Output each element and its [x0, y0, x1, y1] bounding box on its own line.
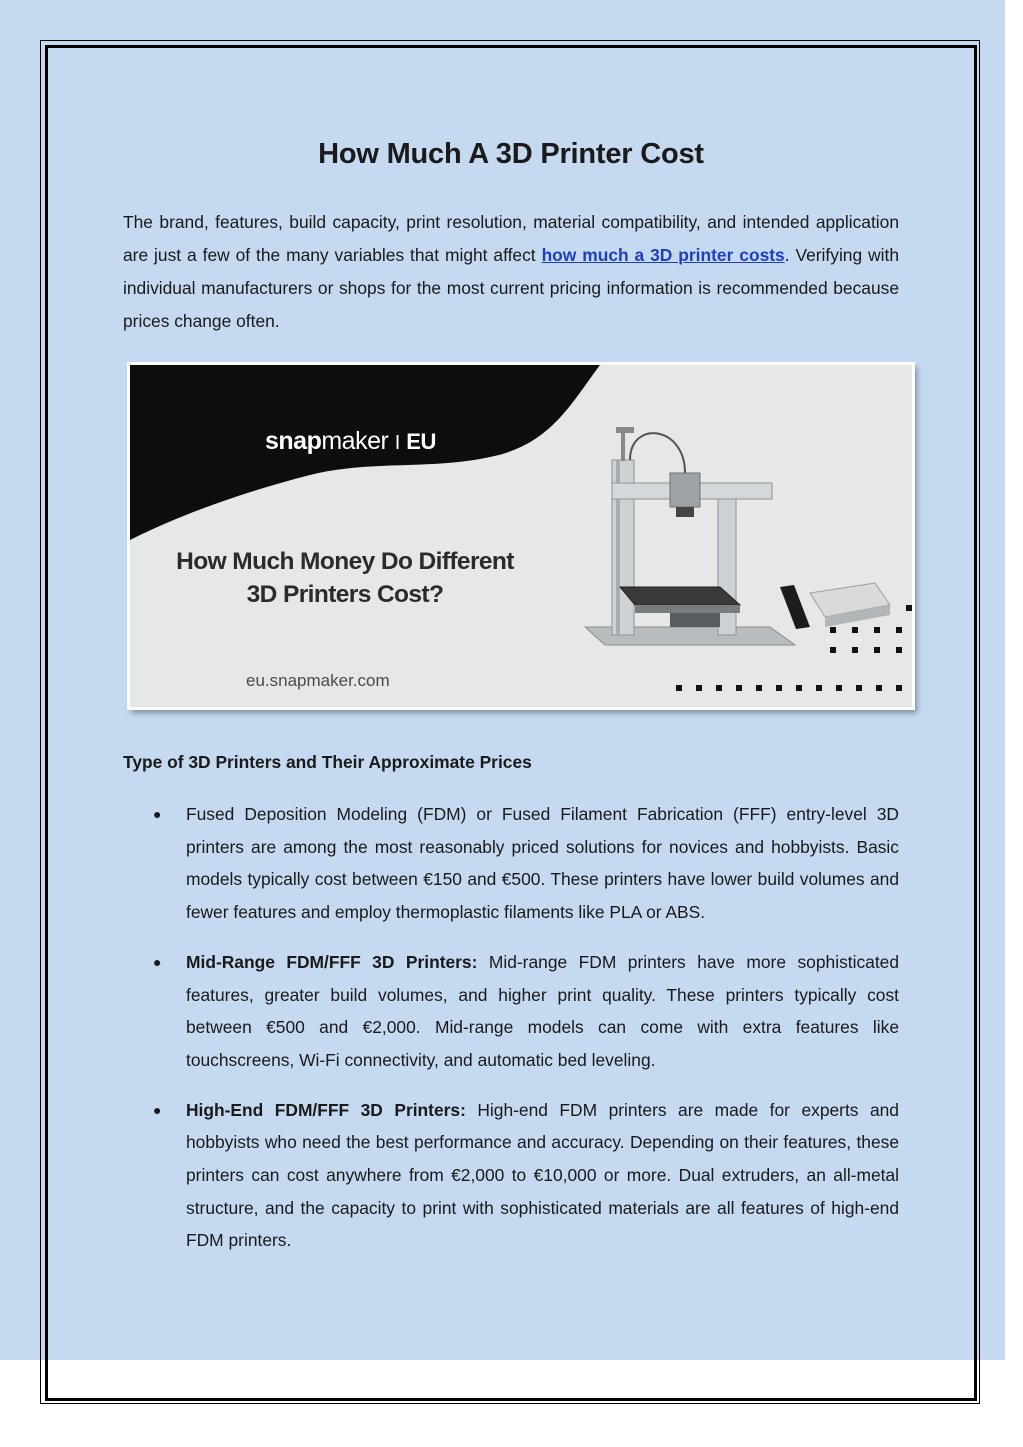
list-item-title: High-End FDM/FFF 3D Printers:: [186, 1099, 466, 1120]
section-heading: Type of 3D Printers and Their Approximate Prices: [123, 752, 532, 772]
logo-separator: I: [394, 432, 400, 454]
banner-headline-line1: How Much Money Do Different: [176, 548, 514, 575]
list-item-text: Mid-range FDM printers have more sophisticated features, greater build volumes, and higher print quality. These printers typically cost between €500 and €2,000. Mid-range models can come with extra features like touchscreens, Wi-Fi connectivity, and automatic bed leveling.: [186, 951, 899, 1070]
list-item: [153, 798, 899, 929]
banner-headline: [145, 545, 545, 611]
logo-thin-text: maker: [321, 427, 389, 455]
intro-paragraph: [123, 206, 899, 338]
intro-text-after: . Verifying with individual manufacturers or shops for the most current pricing information is recommended because prices change often.: [123, 245, 899, 331]
bullet-icon: ●: [153, 953, 162, 970]
snapmaker-logo: [265, 427, 436, 456]
list-item: [153, 946, 899, 1077]
intro-text-before: The brand, features, build capacity, print resolution, material compatibility, and intended application are just a few of the many variables that might affect: [123, 212, 899, 265]
price-article-link[interactable]: how much a 3D printer costs: [541, 245, 785, 265]
logo-bold-text: snap: [265, 427, 322, 455]
list-item-title: Mid-Range FDM/FFF 3D Printers:: [186, 951, 478, 972]
bullet-icon: ●: [153, 806, 162, 822]
bullet-icon: ●: [153, 1101, 162, 1118]
banner-headline-line2: 3D Printers Cost?: [246, 581, 444, 608]
list-item-text: Fused Deposition Modeling (FDM) or Fused Filament Fabrication (FFF) entry-level 3D printers are among the most reasonably priced solutions for novices and hobbyists. Basic models typically cost between €150 and €500. These printers have lower build volumes and fewer features and employ thermoplastic filaments like PLA or ABS.: [186, 804, 899, 923]
logo-region: EU: [406, 429, 436, 454]
printer-type-list: [153, 798, 899, 1274]
page-title: How Much A 3D Printer Cost: [318, 138, 704, 170]
banner-url: eu.snapmaker.com: [246, 671, 390, 690]
banner-artwork: [130, 365, 912, 707]
list-item-text: High-end FDM printers are made for experts and hobbyists who need the best performance and accuracy. Depending on their features, these printers can cost anywhere from €2,000 to €10,000 or more. Dual extruders, an all-metal structure, and the capacity to print with sophisticated materials are all features of high-end FDM printers.: [186, 1099, 899, 1251]
snapmaker-banner-image: [127, 362, 915, 710]
list-item: [153, 1094, 899, 1258]
